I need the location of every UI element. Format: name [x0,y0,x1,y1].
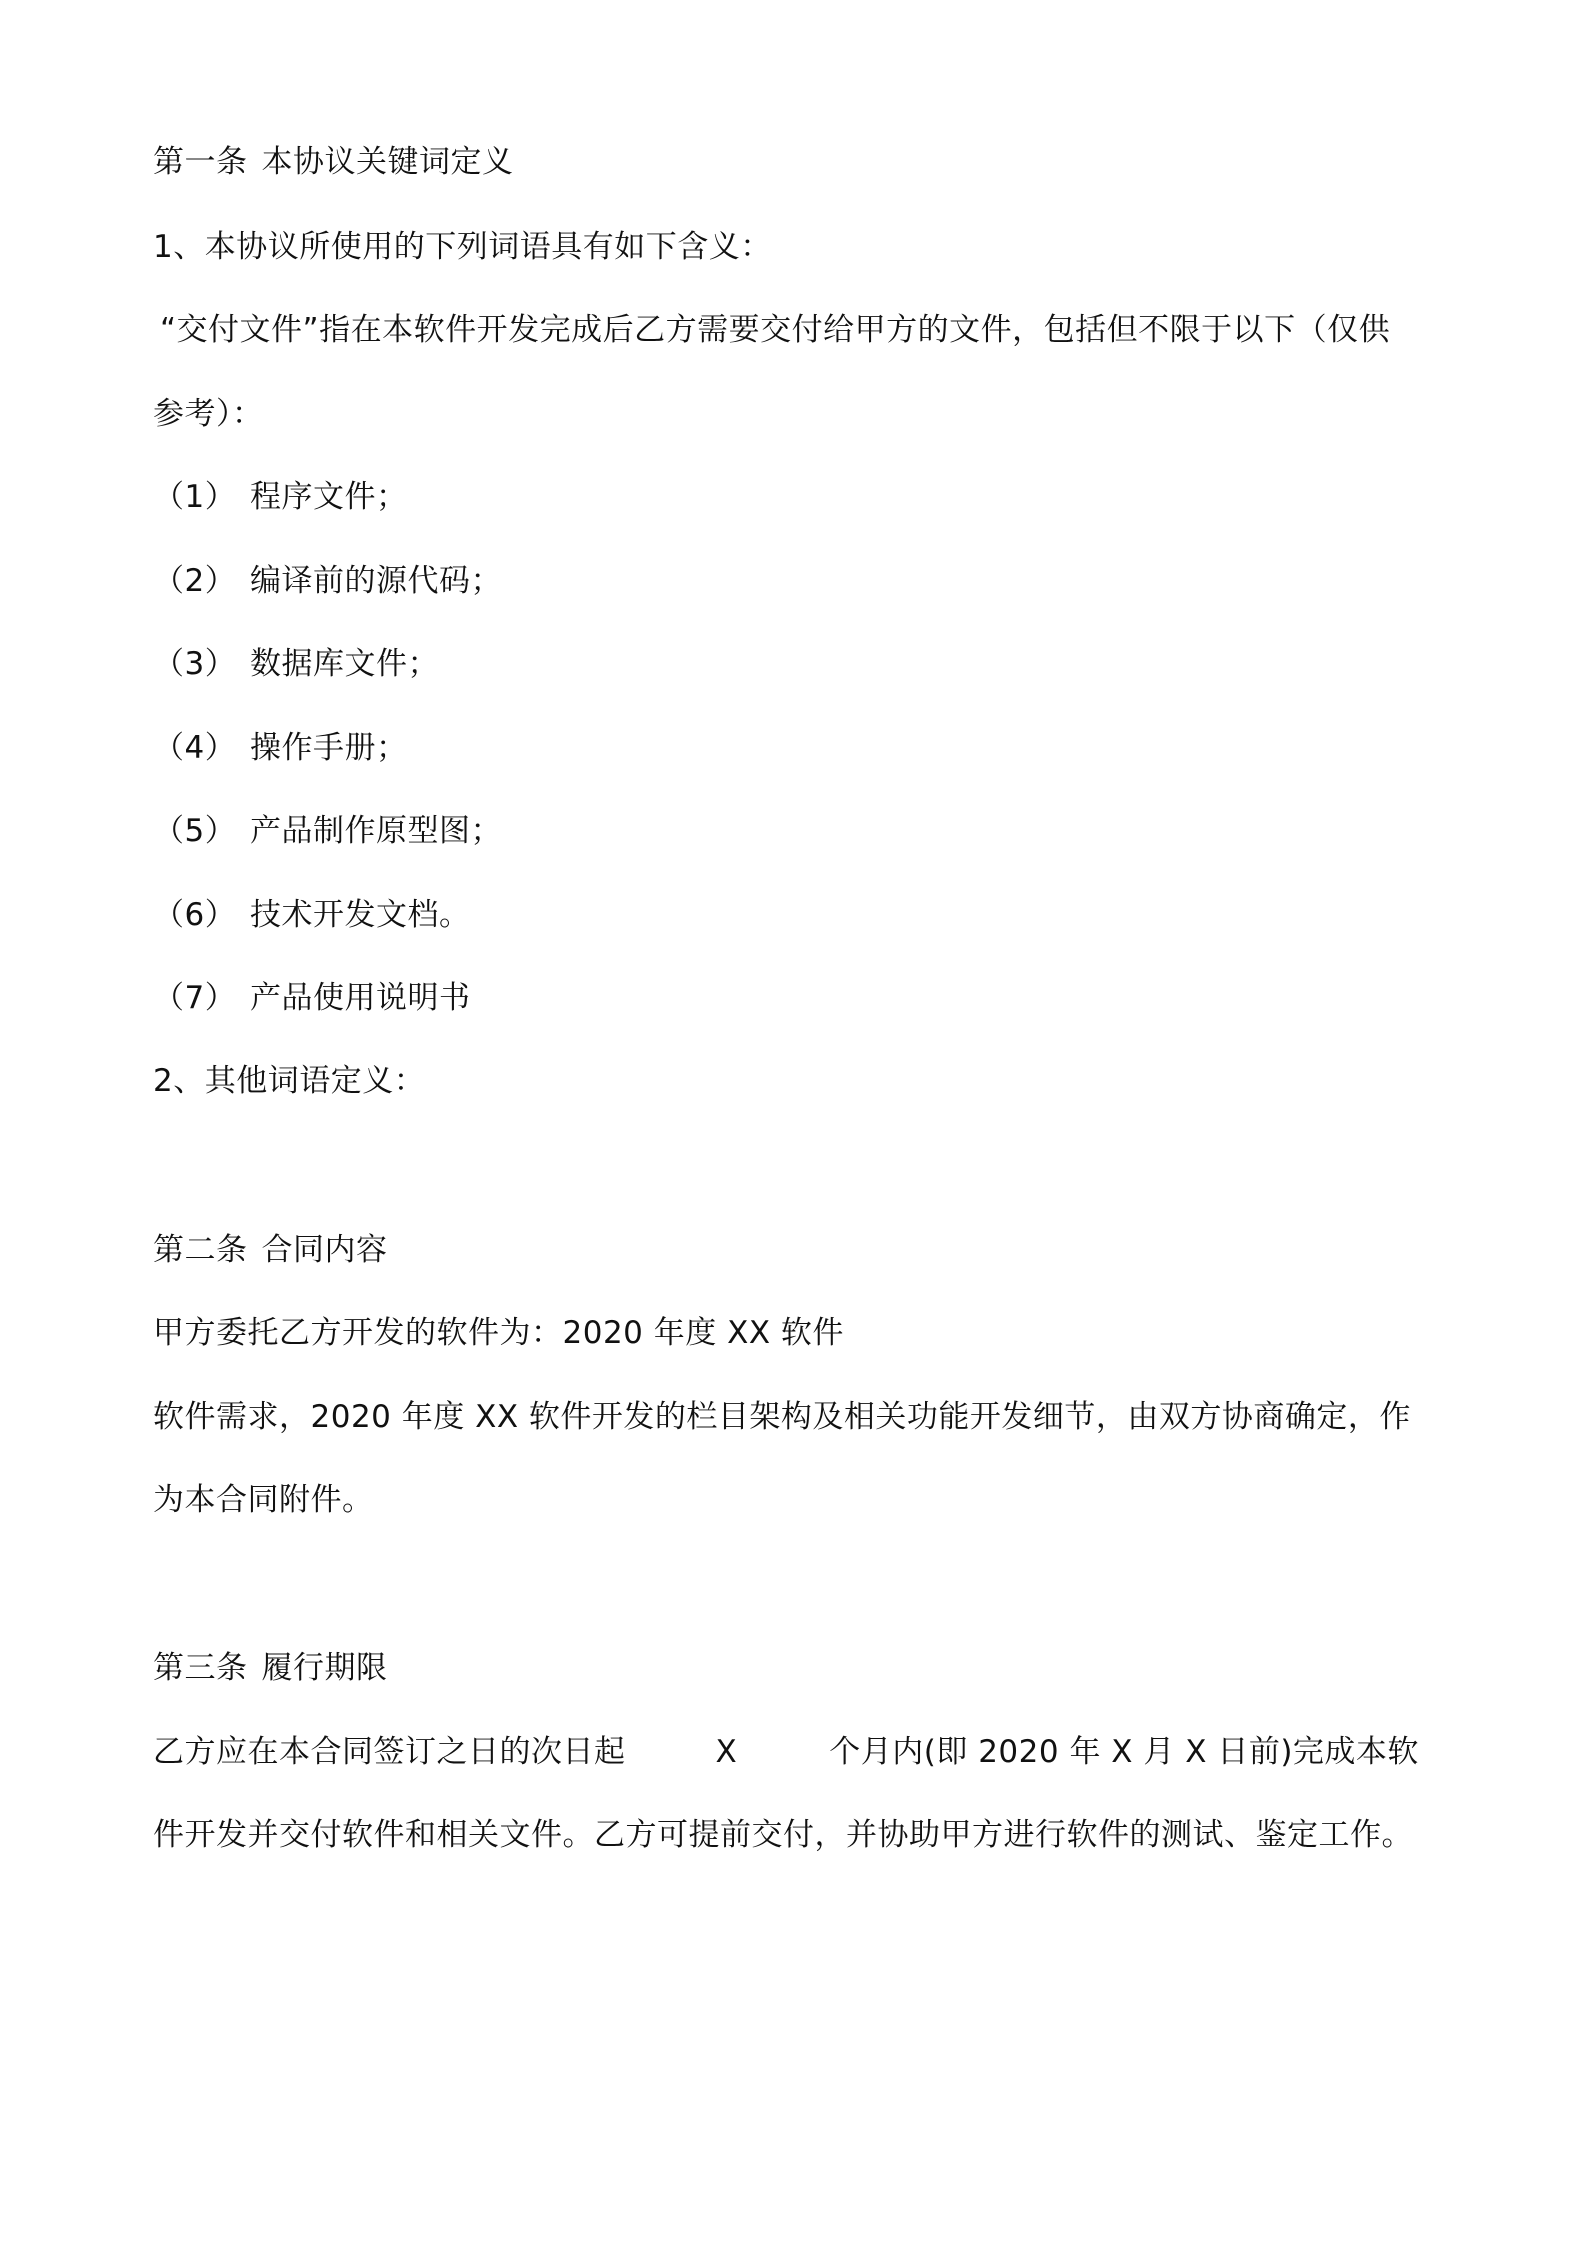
list-item-number: （2） [153,563,237,599]
article1-clause1: 1、本协议所使用的下列词语具有如下含义： [153,229,772,265]
list-item-text: 技术开发文档。 [250,897,471,933]
list-item-number: （6） [153,897,237,933]
list-item-text: 产品制作原型图； [250,813,502,849]
list-item-number: （7） [153,980,237,1016]
article3-title: 履行期限 [261,1650,388,1686]
term-months-blank: X [715,1734,738,1770]
article2-line2: 软件需求，2020 年度 XX 软件开发的栏目架构及相关功能开发细节，由双方协商确定，作 [153,1399,1411,1435]
article3-heading [153,1648,388,1688]
article3-line1-part2: 个月内(即 2020 年 X 月 X 日前)完成本软 [829,1734,1419,1770]
article2-number: 第二条 [153,1232,248,1268]
article2-heading [153,1230,388,1270]
list-item [153,644,439,684]
list-item [153,895,471,935]
article2-line3: 为本合同附件。 [153,1482,374,1518]
list-item [153,728,408,768]
article3-line1 [153,1732,1419,1772]
delivery-definition-line1: “交付文件”指在本软件开发完成后乙方需要交付给甲方的文件，包括但不限于以下（仅供 [160,312,1391,348]
list-item-text: 编译前的源代码； [250,563,502,599]
list-item-number: （3） [153,646,237,682]
article1-clause2: 2、其他词语定义： [153,1063,426,1099]
list-item-text: 产品使用说明书 [250,980,471,1016]
list-item-text: 操作手册； [250,730,408,766]
list-item-number: （1） [153,479,237,515]
list-item [153,477,408,517]
list-item-text: 数据库文件； [250,646,439,682]
list-item [153,811,502,851]
article3-line1-part1: 乙方应在本合同签订之日的次日起 [153,1734,626,1770]
article1-number: 第一条 [153,144,248,180]
article3-number: 第三条 [153,1650,248,1686]
article1-heading [153,142,514,182]
list-item [153,561,502,601]
article2-line1: 甲方委托乙方开发的软件为：2020 年度 XX 软件 [153,1315,844,1351]
delivery-definition-line2: 参考）： [153,396,264,432]
list-item [153,978,471,1018]
list-item-number: （5） [153,813,237,849]
article3-line2: 件开发并交付软件和相关文件。乙方可提前交付，并协助甲方进行软件的测试、鉴定工作。 [153,1817,1413,1853]
article1-title: 本协议关键词定义 [261,144,514,180]
list-item-number: （4） [153,730,237,766]
list-item-text: 程序文件； [250,479,408,515]
article2-title: 合同内容 [261,1232,388,1268]
